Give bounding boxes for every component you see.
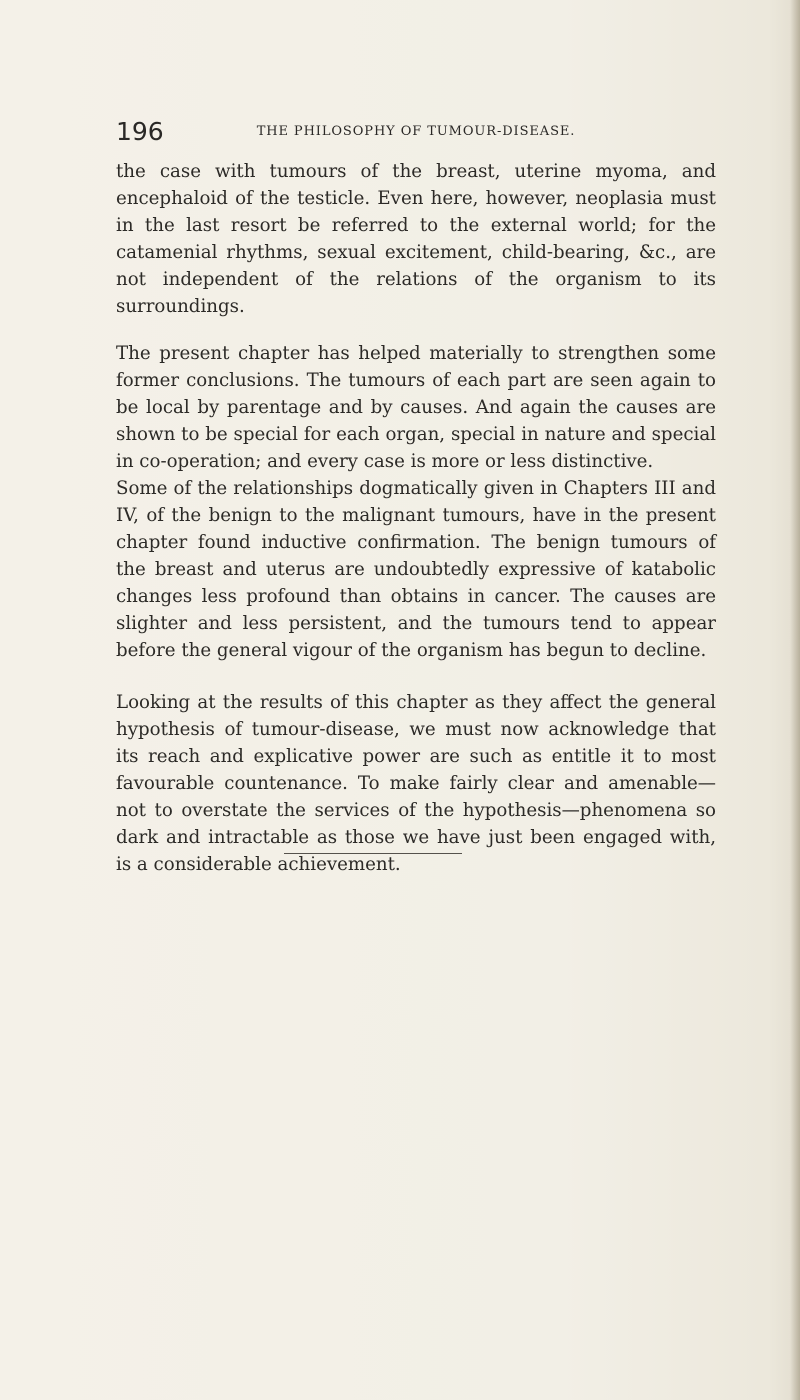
paragraph-conclusion: Looking at the results of this chapter as they affect the general hypothesis of tumour-disease, we must now acknowledge that its reach and explicative power are such as entitle it to most favourable countenance. To make fairly clear and amenable—not to overstate the services of the hypothesis—phenomena so dark and intractable as those we have just been engaged with, is a considerable achievement. bbox=[116, 692, 716, 875]
page-number: 196 bbox=[116, 117, 164, 146]
page-header bbox=[116, 117, 716, 147]
paragraph-continuation: the case with tumours of the breast, uterine myoma, and encephaloid of the testicle. Even here, however, neoplasia must in the last resort be referred to the external world; for the catamenial rhythms, sexual excitement, child-bearing, &c., are not independent of the relations of the organism to its surroundings. bbox=[116, 161, 716, 317]
end-rule bbox=[284, 853, 462, 854]
page-edge-shadow bbox=[790, 0, 800, 1400]
body-text bbox=[116, 158, 716, 878]
paragraph-present-chapter: The present chapter has helped materially to strengthen some former conclusions. The tumours of each part are seen again to be local by parentage and by causes. And again the causes are shown to be special for each organ, special in nature and special in co-operation; and every case is more or less distinctive. bbox=[116, 343, 716, 472]
running-title: THE PHILOSOPHY OF TUMOUR-DISEASE. bbox=[256, 124, 576, 139]
paragraph-relationships: Some of the relationships dogmatically given in Chapters III and IV, of the benign to the malignant tumours, have in the present chapter found inductive confirmation. The benign tumours of the breast and uterus are undoubtedly expressive of katabolic changes less profound than obtains in cancer. The causes are slighter and less persistent, and the tumours tend to appear before the general vigour of the organism has begun to decline. bbox=[116, 478, 716, 661]
